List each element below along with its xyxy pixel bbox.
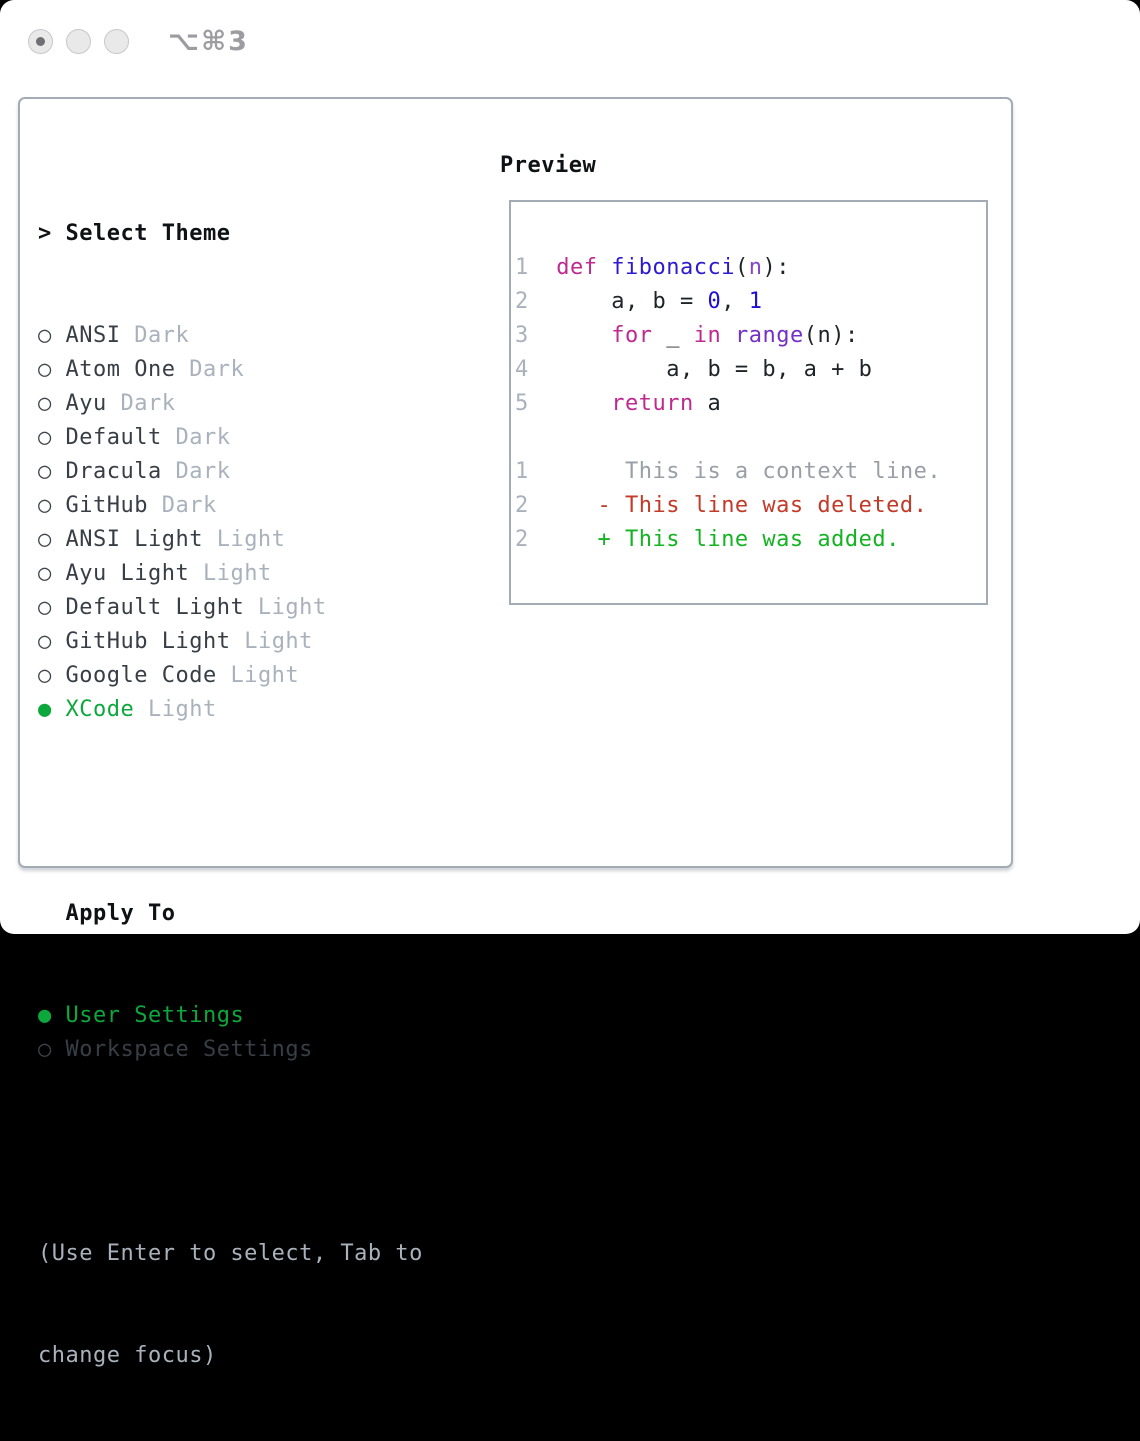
theme-item-github-light[interactable]: ○ GitHub Light Light [38, 629, 313, 654]
apply-to-list [38, 999, 423, 1067]
titlebar [28, 26, 249, 57]
hint-line-2: change focus) [38, 1343, 217, 1368]
traffic-light-close-icon[interactable] [28, 29, 53, 54]
theme-item-dracula[interactable]: ○ Dracula Dark [38, 459, 231, 484]
apply-option-user-settings[interactable]: ● User Settings [38, 1003, 245, 1028]
theme-item-ansi[interactable]: ○ ANSI Dark [38, 323, 190, 348]
theme-selector [38, 149, 423, 1441]
preview-title: Preview [500, 153, 597, 178]
preview-box [509, 200, 988, 605]
traffic-light-active-dot [36, 37, 45, 46]
spacer [515, 421, 986, 455]
cursor-marker-icon: > [38, 221, 66, 246]
diff-sample [515, 455, 986, 557]
select-theme-header [38, 217, 423, 251]
apply-to-indent [38, 901, 66, 926]
code-line-4: 4 a, b = b, a + b [515, 357, 873, 382]
theme-item-google-code[interactable]: ○ Google Code Light [38, 663, 300, 688]
theme-item-ansi-light[interactable]: ○ ANSI Light Light [38, 527, 286, 552]
window-shortcut-label: ⌥⌘3 [168, 26, 249, 57]
theme-item-atom-one[interactable]: ○ Atom One Dark [38, 357, 245, 382]
spacer [38, 795, 423, 829]
code-line-5: 5 return a [515, 391, 722, 416]
hint-line-1: (Use Enter to select, Tab to [38, 1241, 423, 1266]
theme-list [38, 319, 423, 727]
select-theme-label: Select Theme [65, 221, 231, 246]
apply-to-label: Apply To [65, 901, 176, 926]
spacer [38, 1135, 423, 1169]
code-line-3: 3 for _ in range(n): [515, 323, 859, 348]
main-panel [18, 97, 1013, 1368]
diff-line-ctx: 1 This is a context line. [515, 459, 942, 484]
theme-item-default[interactable]: ○ Default Dark [38, 425, 231, 450]
diff-line-add: 2 + This line was added. [515, 527, 900, 552]
theme-item-github[interactable]: ○ GitHub Dark [38, 493, 217, 518]
traffic-light-zoom-icon[interactable] [104, 29, 129, 54]
diff-line-del: 2 - This line was deleted. [515, 493, 928, 518]
apply-option-workspace-settings[interactable]: ○ Workspace Settings [38, 1037, 313, 1062]
theme-item-default-light[interactable]: ○ Default Light Light [38, 595, 327, 620]
theme-item-ayu-light[interactable]: ○ Ayu Light Light [38, 561, 272, 586]
theme-item-ayu[interactable]: ○ Ayu Dark [38, 391, 176, 416]
code-sample [515, 251, 986, 421]
theme-item-xcode[interactable]: ● XCode Light [38, 697, 217, 722]
code-line-2: 2 a, b = 0, 1 [515, 289, 763, 314]
apply-to-header [38, 897, 423, 931]
traffic-light-minimize-icon[interactable] [66, 29, 91, 54]
code-line-1: 1 def fibonacci(n): [515, 255, 790, 280]
preview-pane [500, 149, 988, 605]
